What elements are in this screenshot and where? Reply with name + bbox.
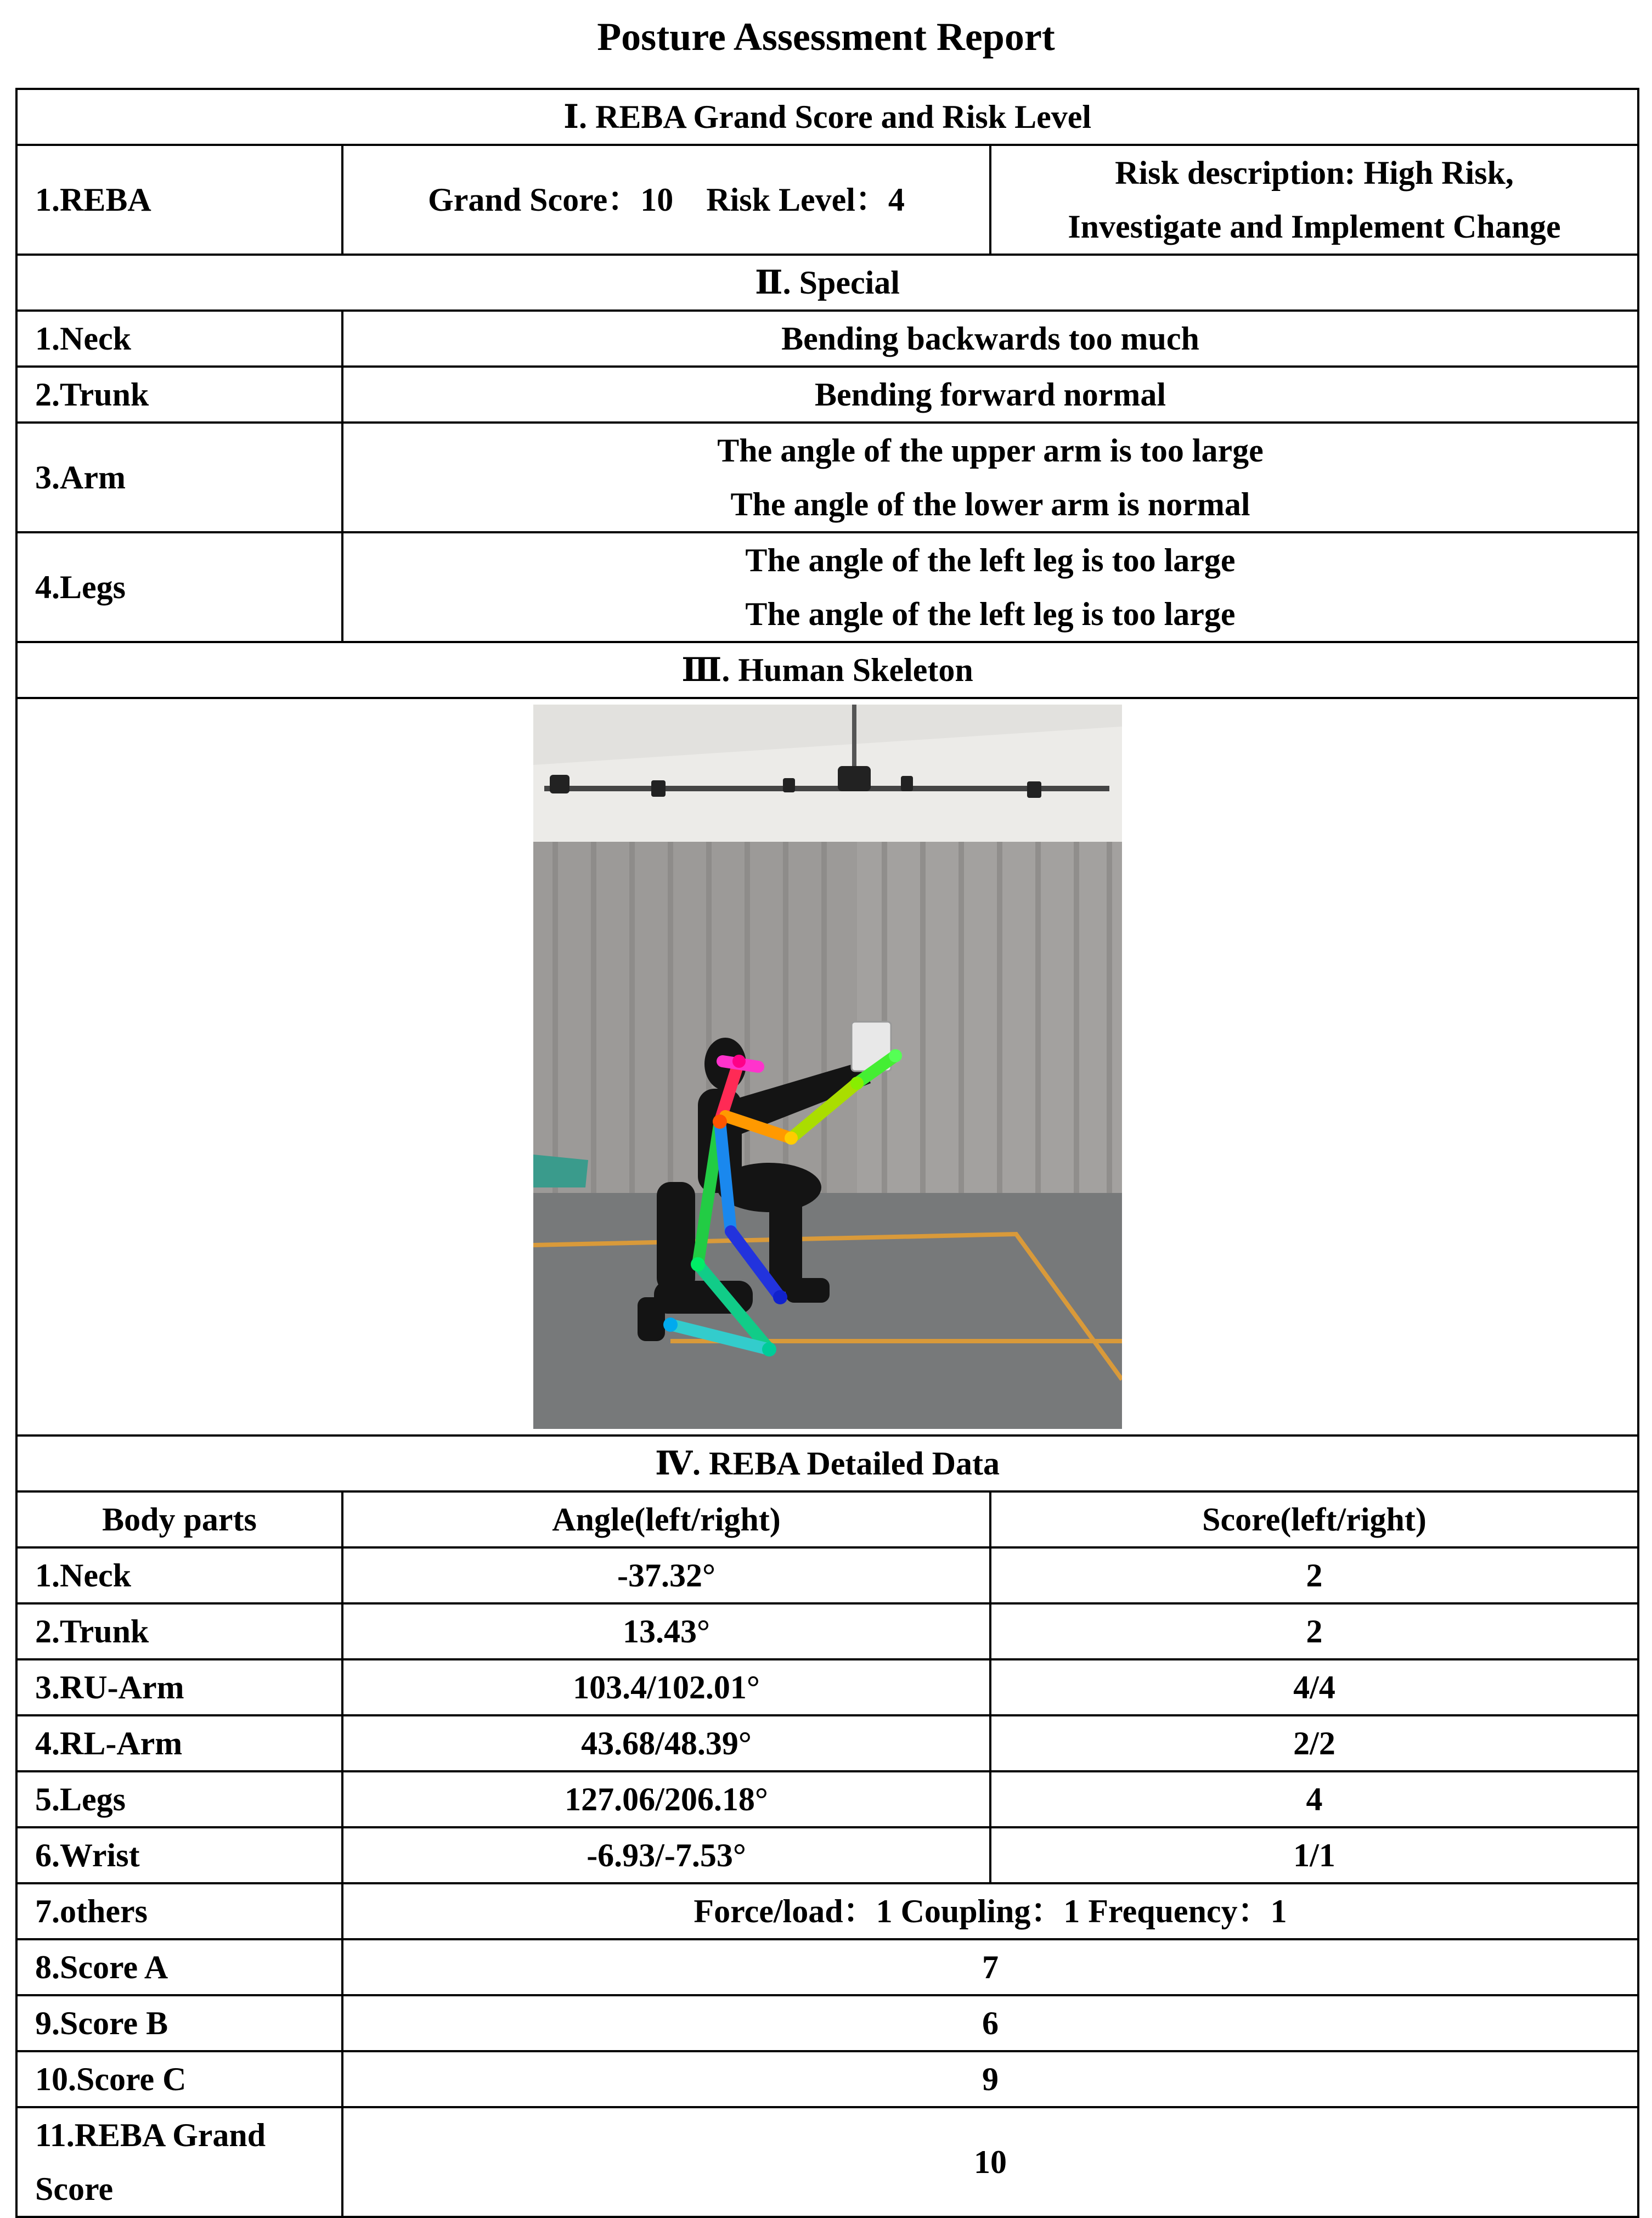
grand-score-row: [16, 2107, 1638, 2217]
special-value: [342, 532, 1638, 642]
special-label: 3.Arm: [16, 423, 342, 532]
risk-description-line2: Investigate and Implement Change: [1068, 209, 1561, 245]
score-label: 10.Score C: [16, 2051, 342, 2107]
others-label: 7.others: [16, 1883, 342, 1939]
body-part: 4.RL-Arm: [16, 1715, 342, 1771]
reba-row: [16, 145, 1638, 255]
angle-value: 127.06/206.18°: [342, 1771, 990, 1827]
special-value-line: The angle of the upper arm is too large: [717, 432, 1264, 469]
section1-header: Ⅰ. REBA Grand Score and Risk Level: [16, 89, 1638, 145]
reba-label: 1.REBA: [16, 145, 342, 255]
grand-score-label-line2: Score: [35, 2171, 114, 2207]
curtain-right: [857, 842, 1122, 1242]
body-part: 5.Legs: [16, 1771, 342, 1827]
skeleton-row: [16, 698, 1638, 1435]
section4-header: Ⅳ. REBA Detailed Data: [16, 1435, 1638, 1491]
section4-header-row: [16, 1435, 1638, 1491]
score-value: 1/1: [990, 1827, 1638, 1883]
grand-score-label-line1: 11.REBA Grand: [35, 2117, 266, 2153]
special-label: 4.Legs: [16, 532, 342, 642]
special-value: [342, 423, 1638, 532]
detail-header-row: [16, 1491, 1638, 1547]
score-row: [16, 1995, 1638, 2051]
table-row: [16, 1827, 1638, 1883]
angle-value: 103.4/102.01°: [342, 1659, 990, 1715]
body-part: 6.Wrist: [16, 1827, 342, 1883]
section1-header-row: [16, 89, 1638, 145]
score-label: 9.Score B: [16, 1995, 342, 2051]
special-row: [16, 423, 1638, 532]
grand-score-label: [16, 2107, 342, 2217]
table-row: [16, 1547, 1638, 1603]
report-title: Posture Assessment Report: [597, 15, 1055, 59]
score-value: 4: [990, 1771, 1638, 1827]
section3-header: Ⅲ. Human Skeleton: [16, 642, 1638, 698]
others-value: Force/load：1 Coupling：1 Frequency：1: [342, 1883, 1638, 1939]
angle-value: -6.93/-7.53°: [342, 1827, 990, 1883]
score-row-value: 6: [342, 1995, 1638, 2051]
section3-header-row: [16, 642, 1638, 698]
angle-value: 13.43°: [342, 1603, 990, 1659]
human-skeleton-photo: [533, 705, 1122, 1429]
risk-description-line1: Risk description: High Risk,: [1115, 155, 1514, 191]
report-table: [15, 88, 1639, 2218]
floor: [533, 1193, 1122, 1429]
skeleton-photo-cell: [16, 698, 1638, 1435]
table-row: [16, 1715, 1638, 1771]
angle-value: 43.68/48.39°: [342, 1715, 990, 1771]
section2-header-row: [16, 255, 1638, 311]
special-value: Bending forward normal: [342, 367, 1638, 423]
special-value-line: The angle of the left leg is too large: [745, 542, 1236, 578]
body-part: 2.Trunk: [16, 1603, 342, 1659]
column-header-body-parts: Body parts: [16, 1491, 342, 1547]
risk-description: [990, 145, 1638, 255]
special-value: Bending backwards too much: [342, 311, 1638, 367]
score-value: 2: [990, 1547, 1638, 1603]
score-row: [16, 2051, 1638, 2107]
body-part: 3.RU-Arm: [16, 1659, 342, 1715]
score-value: 4/4: [990, 1659, 1638, 1715]
score-row-value: 9: [342, 2051, 1638, 2107]
special-row: [16, 367, 1638, 423]
others-row: [16, 1883, 1638, 1939]
score-row: [16, 1939, 1638, 1995]
special-row: [16, 532, 1638, 642]
table-row: [16, 1659, 1638, 1715]
score-label: 8.Score A: [16, 1939, 342, 1995]
special-row: [16, 311, 1638, 367]
column-header-angle: Angle(left/right): [342, 1491, 990, 1547]
teal-mat: [533, 1155, 588, 1187]
grand-score-value: 10: [342, 2107, 1638, 2217]
column-header-score: Score(left/right): [990, 1491, 1638, 1547]
score-value: 2: [990, 1603, 1638, 1659]
camera-rig-bar: [544, 786, 1109, 791]
body-part: 1.Neck: [16, 1547, 342, 1603]
table-row: [16, 1603, 1638, 1659]
score-row-value: 7: [342, 1939, 1638, 1995]
section2-header: Ⅱ. Special: [16, 255, 1638, 311]
angle-value: -37.32°: [342, 1547, 990, 1603]
special-value-line: The angle of the lower arm is normal: [730, 486, 1250, 522]
score-value: 2/2: [990, 1715, 1638, 1771]
grand-score-risk-level: Grand Score：10 Risk Level：4: [342, 145, 990, 255]
special-label: 2.Trunk: [16, 367, 342, 423]
special-label: 1.Neck: [16, 311, 342, 367]
special-value-line: The angle of the left leg is too large: [745, 596, 1236, 632]
table-row: [16, 1771, 1638, 1827]
